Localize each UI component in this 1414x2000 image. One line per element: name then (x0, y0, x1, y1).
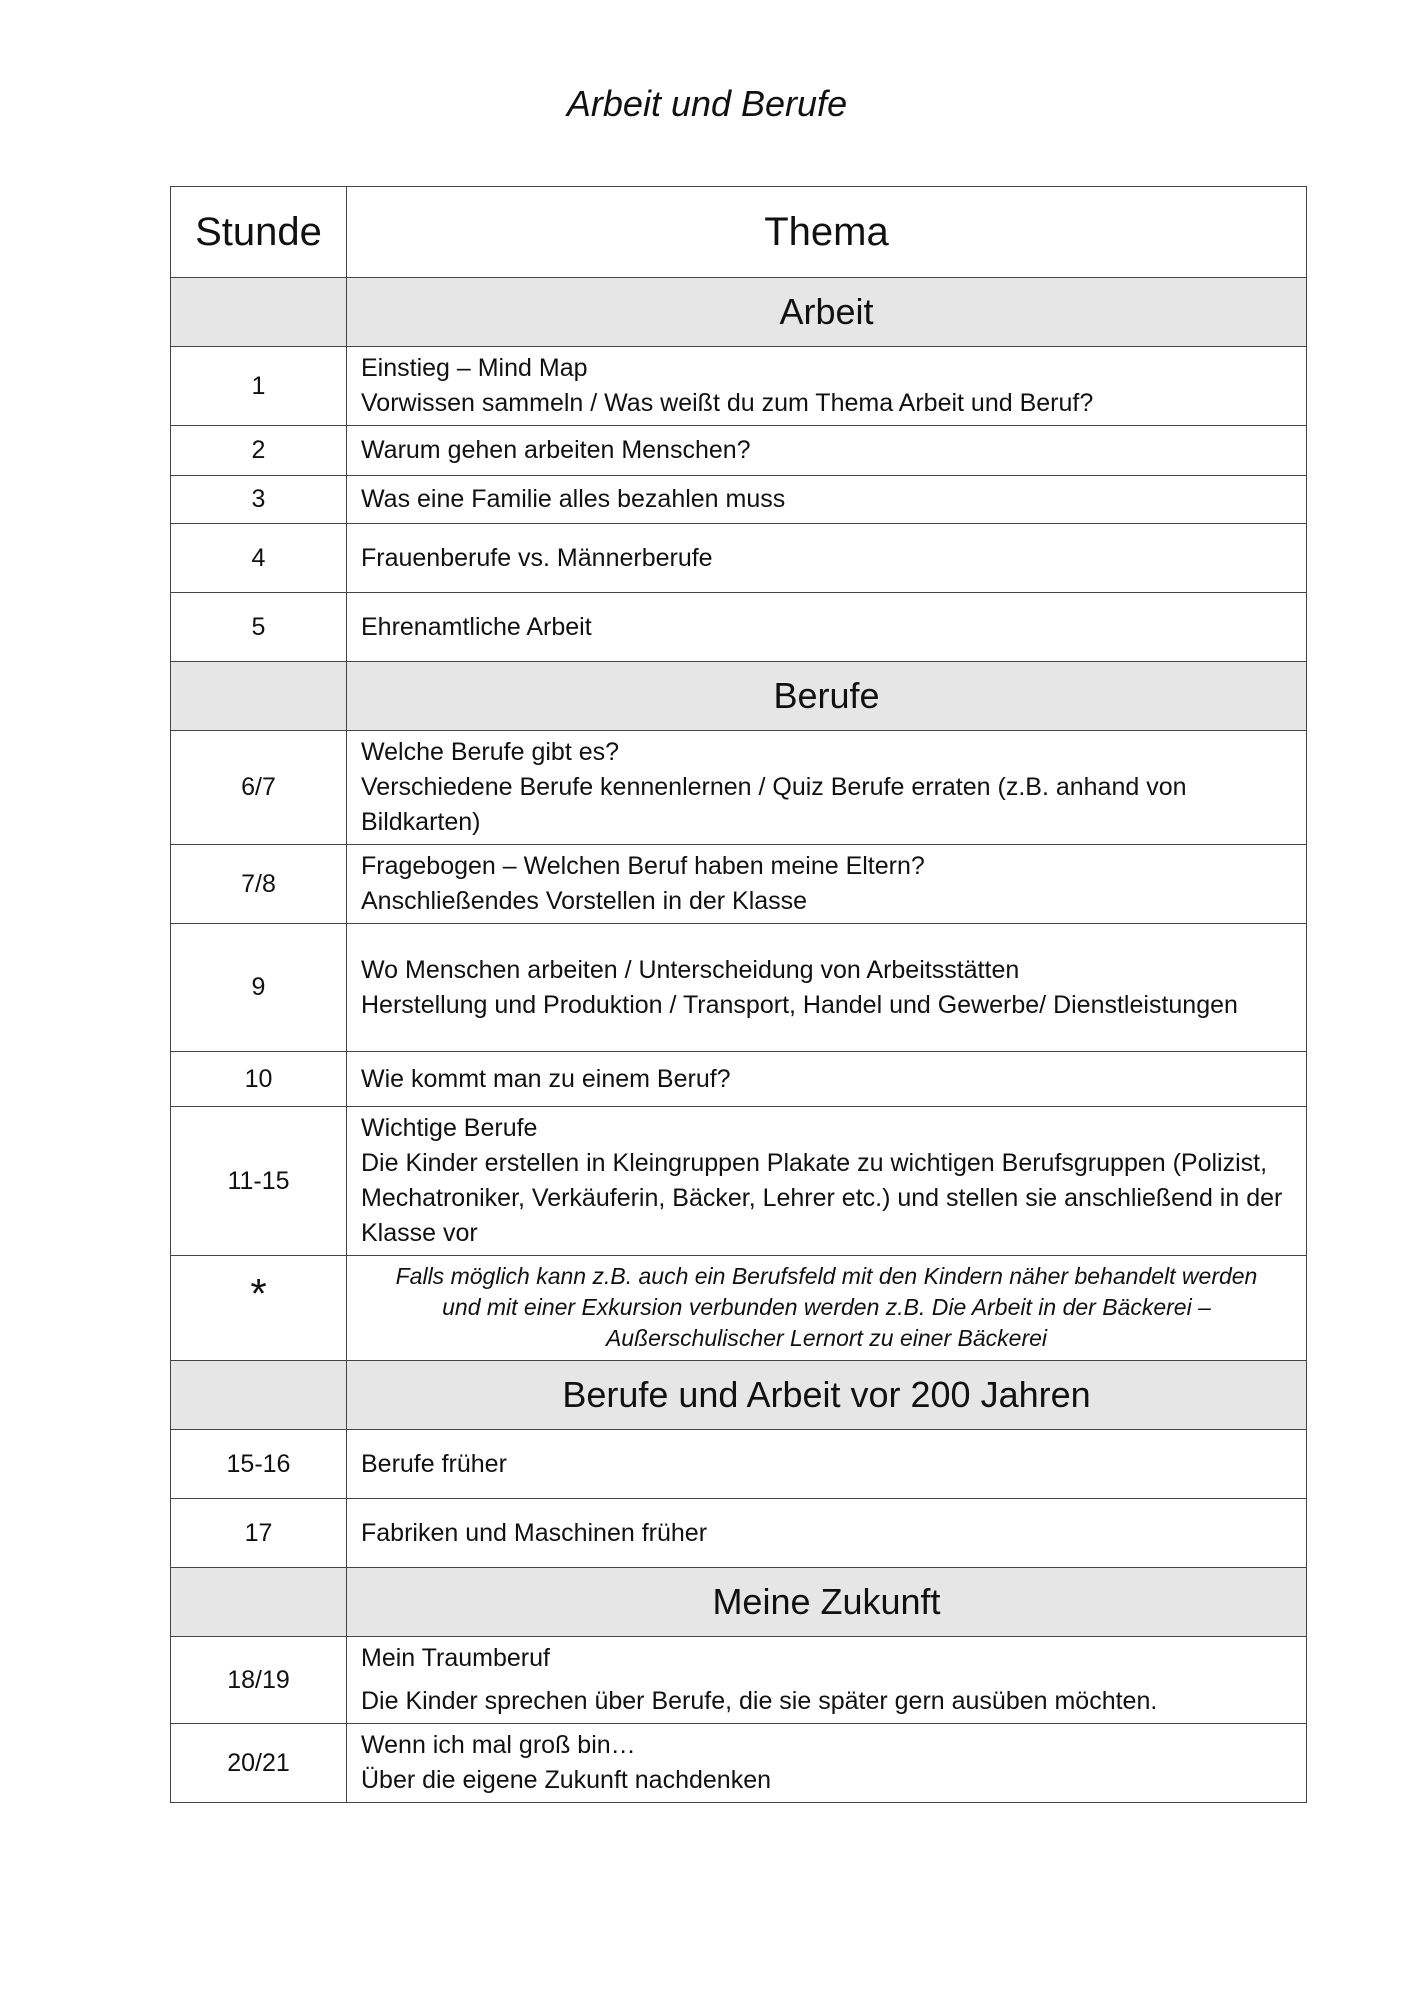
thema-line: Welche Berufe gibt es? (361, 738, 620, 766)
table-row (171, 593, 1307, 662)
section-title: Berufe (347, 662, 1307, 731)
stunde-cell: 9 (171, 924, 347, 1052)
thema-line: Einstieg – Mind Map (361, 354, 588, 382)
table-row (171, 924, 1307, 1052)
thema-line: Die Kinder sprechen über Berufe, die sie später gern ausüben möchten. (361, 1687, 1158, 1715)
thema-line: Wo Menschen arbeiten / Unterscheidung von Arbeitsstätten (361, 955, 1020, 984)
thema-line: Vorwissen sammeln / Was weißt du zum Thema Arbeit und Beruf? (361, 389, 1094, 417)
thema-line: Fragebogen – Welchen Beruf haben meine Eltern? (361, 852, 925, 880)
header-thema: Thema (347, 187, 1307, 278)
thema-line: Frauenberufe vs. Männerberufe (361, 543, 713, 572)
table-row (171, 1499, 1307, 1568)
asterisk-cell: * (171, 1256, 347, 1361)
thema-line: Fabriken und Maschinen früher (361, 1518, 708, 1547)
lesson-plan-table (170, 186, 1307, 1803)
section-row-meine-zukunft (171, 1568, 1307, 1637)
thema-line: Über die eigene Zukunft nachdenken (361, 1766, 772, 1794)
thema-cell (347, 1107, 1307, 1256)
thema-cell (347, 524, 1307, 593)
section-row-vor-200-jahren (171, 1361, 1307, 1430)
table-row (171, 1724, 1307, 1803)
thema-cell (347, 347, 1307, 426)
table-row (171, 1430, 1307, 1499)
thema-line: Herstellung und Produktion / Transport, Handel und Gewerbe/ Dienstleistungen (361, 990, 1238, 1019)
thema-line: Warum gehen arbeiten Menschen? (361, 436, 751, 464)
section-title: Meine Zukunft (347, 1568, 1307, 1637)
thema-cell (347, 1499, 1307, 1568)
thema-line: Wenn ich mal groß bin… (361, 1731, 636, 1759)
stunde-cell: 1 (171, 347, 347, 426)
stunde-cell: 18/19 (171, 1637, 347, 1724)
document-title: Arbeit und Berufe (566, 83, 848, 124)
thema-cell (347, 1724, 1307, 1803)
table-row (171, 731, 1307, 845)
table-row (171, 1052, 1307, 1107)
table-row (171, 524, 1307, 593)
thema-line: Verschiedene Berufe kennenlernen / Quiz Berufe erraten (z.B. anhand von Bildkarten) (361, 773, 1187, 836)
thema-line: Ehrenamtliche Arbeit (361, 612, 592, 641)
stunde-cell: 3 (171, 476, 347, 524)
stunde-cell: 7/8 (171, 845, 347, 924)
thema-line: Mein Traumberuf (361, 1644, 550, 1672)
thema-line: Wichtige Berufe (361, 1114, 538, 1142)
table-row (171, 1256, 1307, 1361)
stunde-cell: 2 (171, 426, 347, 476)
section-title: Berufe und Arbeit vor 200 Jahren (347, 1361, 1307, 1430)
table-row (171, 1107, 1307, 1256)
thema-cell (347, 1430, 1307, 1499)
thema-cell (347, 426, 1307, 476)
stunde-cell: 4 (171, 524, 347, 593)
table-header-row (171, 187, 1307, 278)
section-empty-cell (171, 662, 347, 731)
table-row (171, 476, 1307, 524)
thema-line: Wie kommt man zu einem Beruf? (361, 1064, 731, 1093)
thema-line: Berufe früher (361, 1449, 507, 1478)
stunde-cell: 10 (171, 1052, 347, 1107)
section-empty-cell (171, 278, 347, 347)
table-row (171, 845, 1307, 924)
section-row-arbeit (171, 278, 1307, 347)
section-empty-cell (171, 1568, 347, 1637)
stunde-cell: 5 (171, 593, 347, 662)
thema-cell (347, 593, 1307, 662)
stunde-cell: 11-15 (171, 1107, 347, 1256)
thema-line: Was eine Familie alles bezahlen muss (361, 485, 786, 513)
section-row-berufe (171, 662, 1307, 731)
thema-line: Die Kinder erstellen in Kleingruppen Plakate zu wichtigen Berufsgruppen (Polizist, Mechatroniker, Verkäuferin, Bäcker, Lehrer etc.) und stellen sie anschließend in der Klasse vor (361, 1149, 1283, 1247)
table-row (171, 347, 1307, 426)
header-stunde: Stunde (171, 187, 347, 278)
thema-cell (347, 1052, 1307, 1107)
stunde-cell: 17 (171, 1499, 347, 1568)
thema-line: Anschließendes Vorstellen in der Klasse (361, 887, 808, 915)
thema-cell (347, 476, 1307, 524)
table-row (171, 1637, 1307, 1724)
table-row (171, 426, 1307, 476)
section-empty-cell (171, 1361, 347, 1430)
stunde-cell: 6/7 (171, 731, 347, 845)
exkursion-note: Falls möglich kann z.B. auch ein Berufsfeld mit den Kindern näher behandelt werden und mit einer Exkursion verbunden werden z.B. Die Arbeit in der Bäckerei – Außerschulischer Lernort zu einer Bäckerei (347, 1256, 1307, 1361)
thema-cell (347, 731, 1307, 845)
stunde-cell: 15-16 (171, 1430, 347, 1499)
stunde-cell: 20/21 (171, 1724, 347, 1803)
thema-cell (347, 1637, 1307, 1724)
thema-cell (347, 924, 1307, 1052)
section-title: Arbeit (347, 278, 1307, 347)
thema-cell (347, 845, 1307, 924)
